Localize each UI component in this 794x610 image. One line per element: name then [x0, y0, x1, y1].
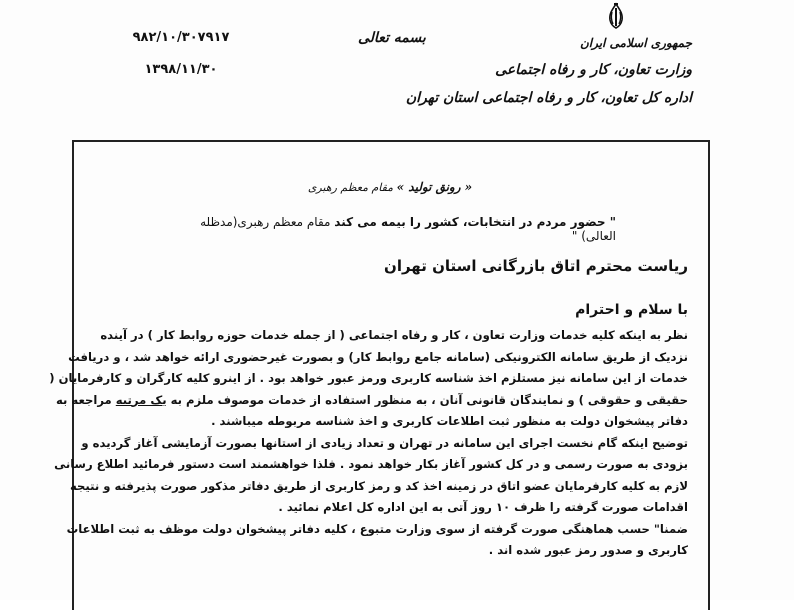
org-line-ministry: وزارت تعاون، کار و رفاه اجتماعی: [495, 62, 692, 78]
slogan-attribution: مقام معظم رهبری: [307, 181, 394, 194]
leader-quote: [196, 215, 616, 243]
body-line: اقدامات صورت گرفته را ظرف ۱۰ روز آتی به این اداره کل اعلام نمائید .: [278, 500, 688, 514]
body-line: نزدیک از طریق سامانه الکترونیکی (سامانه جامع روابط کار) و بصورت غیرحضوری ارائه خواهد شد ، و دریافت: [68, 349, 688, 364]
body-line: بزودی به صورت رسمی و در کل کشور آغاز بکار خواهد نمود . فلذا خواهشمند است دستور فرمائید اطلاع رسانی: [54, 457, 688, 471]
letter-body: [49, 325, 688, 562]
body-line: کاربری و صدور رمز عبور شده اند .: [488, 543, 688, 557]
letter-date: ۱۳۹۸/۱۱/۳۰: [144, 62, 218, 77]
body-line: توضیح اینکه گام نخست اجرای این سامانه در تهران و تعداد زیادی از استانها بصورت آزمایشی آغاز گردیده و: [81, 435, 688, 450]
body-line-4: [56, 390, 688, 412]
org-line-republic: جمهوری اسلامی ایران: [579, 36, 692, 50]
slogan: [300, 180, 480, 194]
org-line-directorate: اداره کل تعاون، کار و رفاه اجتماعی استان تهران: [405, 90, 692, 106]
body-line: ضمنا" حسب هماهنگی صورت گرفته از سوی وزارت متبوع ، کلیه دفاتر پیشخوان دولت موظف به ثبت اطلاعات: [66, 521, 688, 536]
body-line: لازم به کلیه کارفرمایان عضو اتاق در زمینه اخذ کد و رمز کاربری از طریق دفاتر مذکور صورت پذیرفته و نتیجه: [70, 478, 688, 493]
body-line-4-tail: مراجعه به: [56, 392, 112, 407]
basmala: بسمه تعالی: [358, 30, 426, 46]
quote-attribution: مقام معظم رهبری(مدظله العالی) ": [200, 215, 616, 243]
body-line-4-main: حقیقی و حقوقی ) و نمایندگان قانونی آنان ، به منظور استفاده از خدمات موصوف ملزم به: [170, 392, 688, 407]
recipient-title: ریاست محترم اتاق بازرگانی استان تهران: [384, 257, 688, 275]
body-line: خدمات از این سامانه نیز مستلزم اخذ شناسه کاربری ورمز عبور خواهد بود . از اینرو کلیه کارگران و کارفرمایان (: [49, 371, 688, 385]
body-line: دفاتر پیشخوان دولت به منظور ثبت اطلاعات کاربری و اخذ شناسه مربوطه میباشند .: [211, 414, 688, 428]
greeting: با سلام و احترام: [575, 302, 688, 318]
slogan-title: « رونق تولید »: [396, 180, 473, 194]
iran-emblem-icon: [603, 2, 629, 30]
body-line: نظر به اینکه کلیه خدمات وزارت تعاون ، کار و رفاه اجتماعی ( از جمله خدمات حوزه روابط کار ) در آینده: [100, 328, 688, 342]
quote-text: " حضور مردم در انتخابات، کشور را بیمه می کند: [334, 215, 616, 229]
reference-number: ۹۸۲/۱۰/۳۰۷۹۱۷: [132, 30, 230, 45]
underlined-phrase: یک مرتبه: [115, 392, 167, 407]
